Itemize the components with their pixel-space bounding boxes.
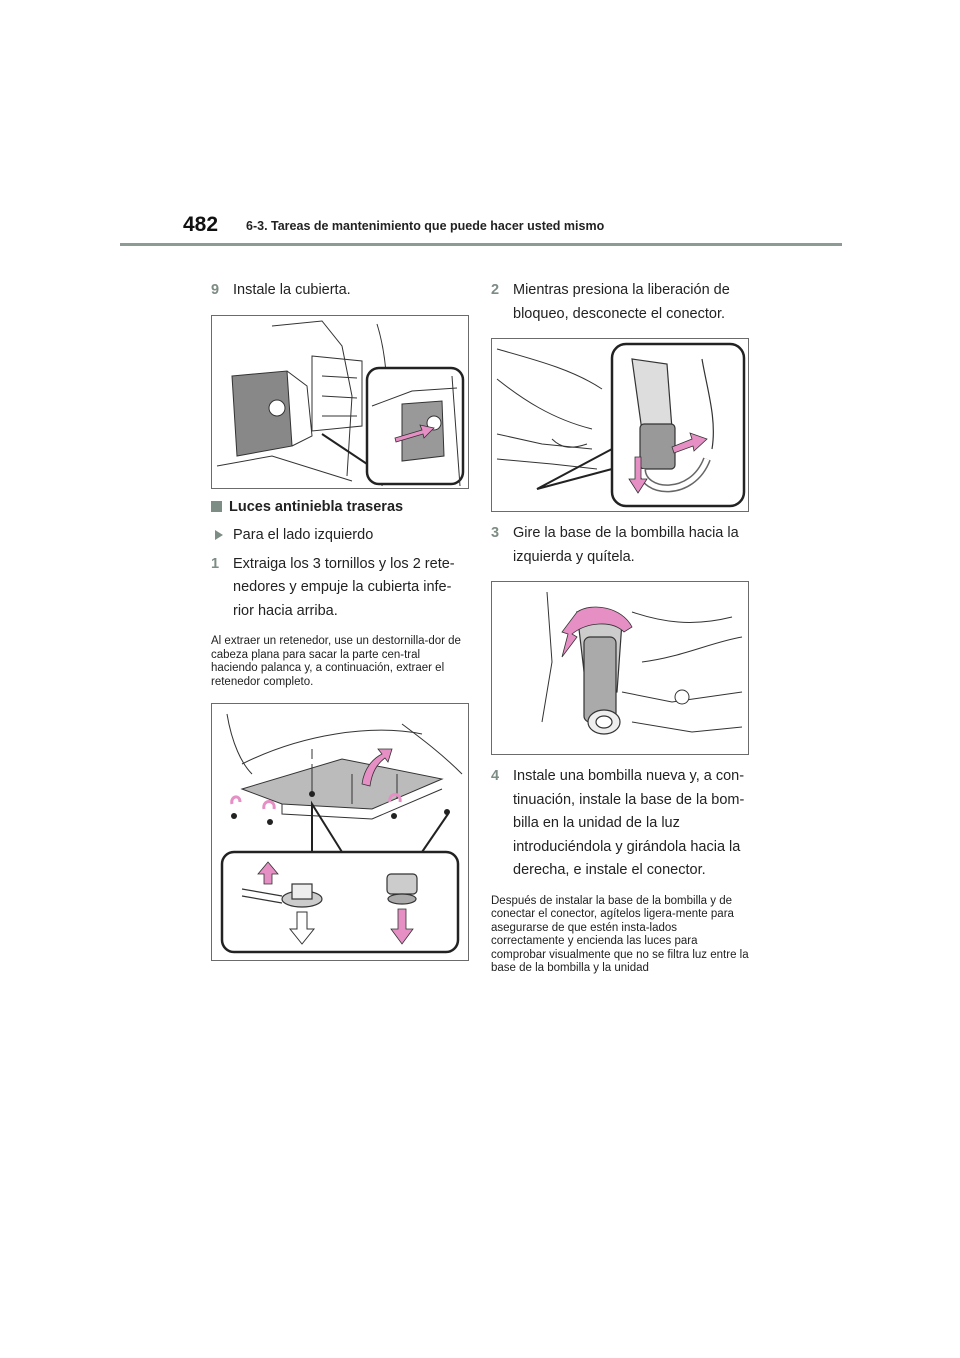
- step-text: Mientras presiona la liberación de bloqueo, desconecte el conector.: [513, 282, 730, 322]
- right-column: [491, 279, 749, 990]
- left-column: [211, 279, 469, 971]
- step-text: Instale la cubierta.: [233, 282, 351, 298]
- step-number: 2: [491, 282, 500, 298]
- subheading-text: Para el lado izquierdo: [233, 526, 374, 543]
- figure-disconnect-connector: [491, 338, 749, 512]
- figure-remove-bulb-base: [491, 581, 749, 755]
- illustration-remove-bulb-base: [492, 582, 748, 754]
- section-heading: [211, 499, 469, 515]
- illustration-disconnect-connector: [492, 339, 748, 511]
- section-heading-text: Luces antiniebla traseras: [229, 498, 404, 515]
- step-text: Instale una bombilla nueva y, a con-tinuación, instale la base de la bom-billa en la unidad de la luz introduciéndola y girándola hacia la derecha, e instale el conector.: [513, 768, 745, 878]
- step-text: Gire la base de la bombilla hacia la izquierda y quítela.: [513, 525, 739, 565]
- step-text: Extraiga los 3 tornillos y los 2 rete-nedores y empuje la cubierta infe-rior hacia arriba.: [233, 555, 455, 619]
- page-number: 482: [183, 213, 219, 236]
- retainer-note: Al extraer un retenedor, use un destornilla-dor de cabeza plana para sacar la parte cen-tral haciendo palanca y, a continuación, extraer el retenedor completo.: [211, 635, 461, 688]
- step-number: 1: [211, 555, 220, 572]
- illustration-remove-screws: [212, 704, 468, 960]
- figure-remove-screws: [211, 703, 469, 961]
- step-1: [211, 553, 469, 624]
- section-square-icon: [211, 501, 222, 512]
- figure-install-cover: [211, 315, 469, 489]
- step-4: [491, 765, 749, 883]
- step-number: 4: [491, 768, 500, 784]
- header-rule: [120, 243, 842, 246]
- illustration-install-cover: [212, 316, 468, 488]
- step-9: [211, 279, 469, 303]
- section-title: 6-3. Tareas de mantenimiento que puede hacer usted mismo: [246, 219, 605, 233]
- step-2: [491, 279, 749, 326]
- step-number: 3: [491, 525, 500, 541]
- triangle-bullet-icon: [215, 530, 223, 540]
- step-number: 9: [211, 282, 220, 298]
- step-3: [491, 522, 749, 569]
- subheading: [211, 527, 469, 543]
- check-light-note: Después de instalar la base de la bombilla y de conectar el conector, agítelos ligera-mente para asegurarse de que estén insta-lados correctamente y encienda las luces para comprobar visualmente que no se filtra luz entre la base de la bombilla y la unidad: [491, 894, 749, 974]
